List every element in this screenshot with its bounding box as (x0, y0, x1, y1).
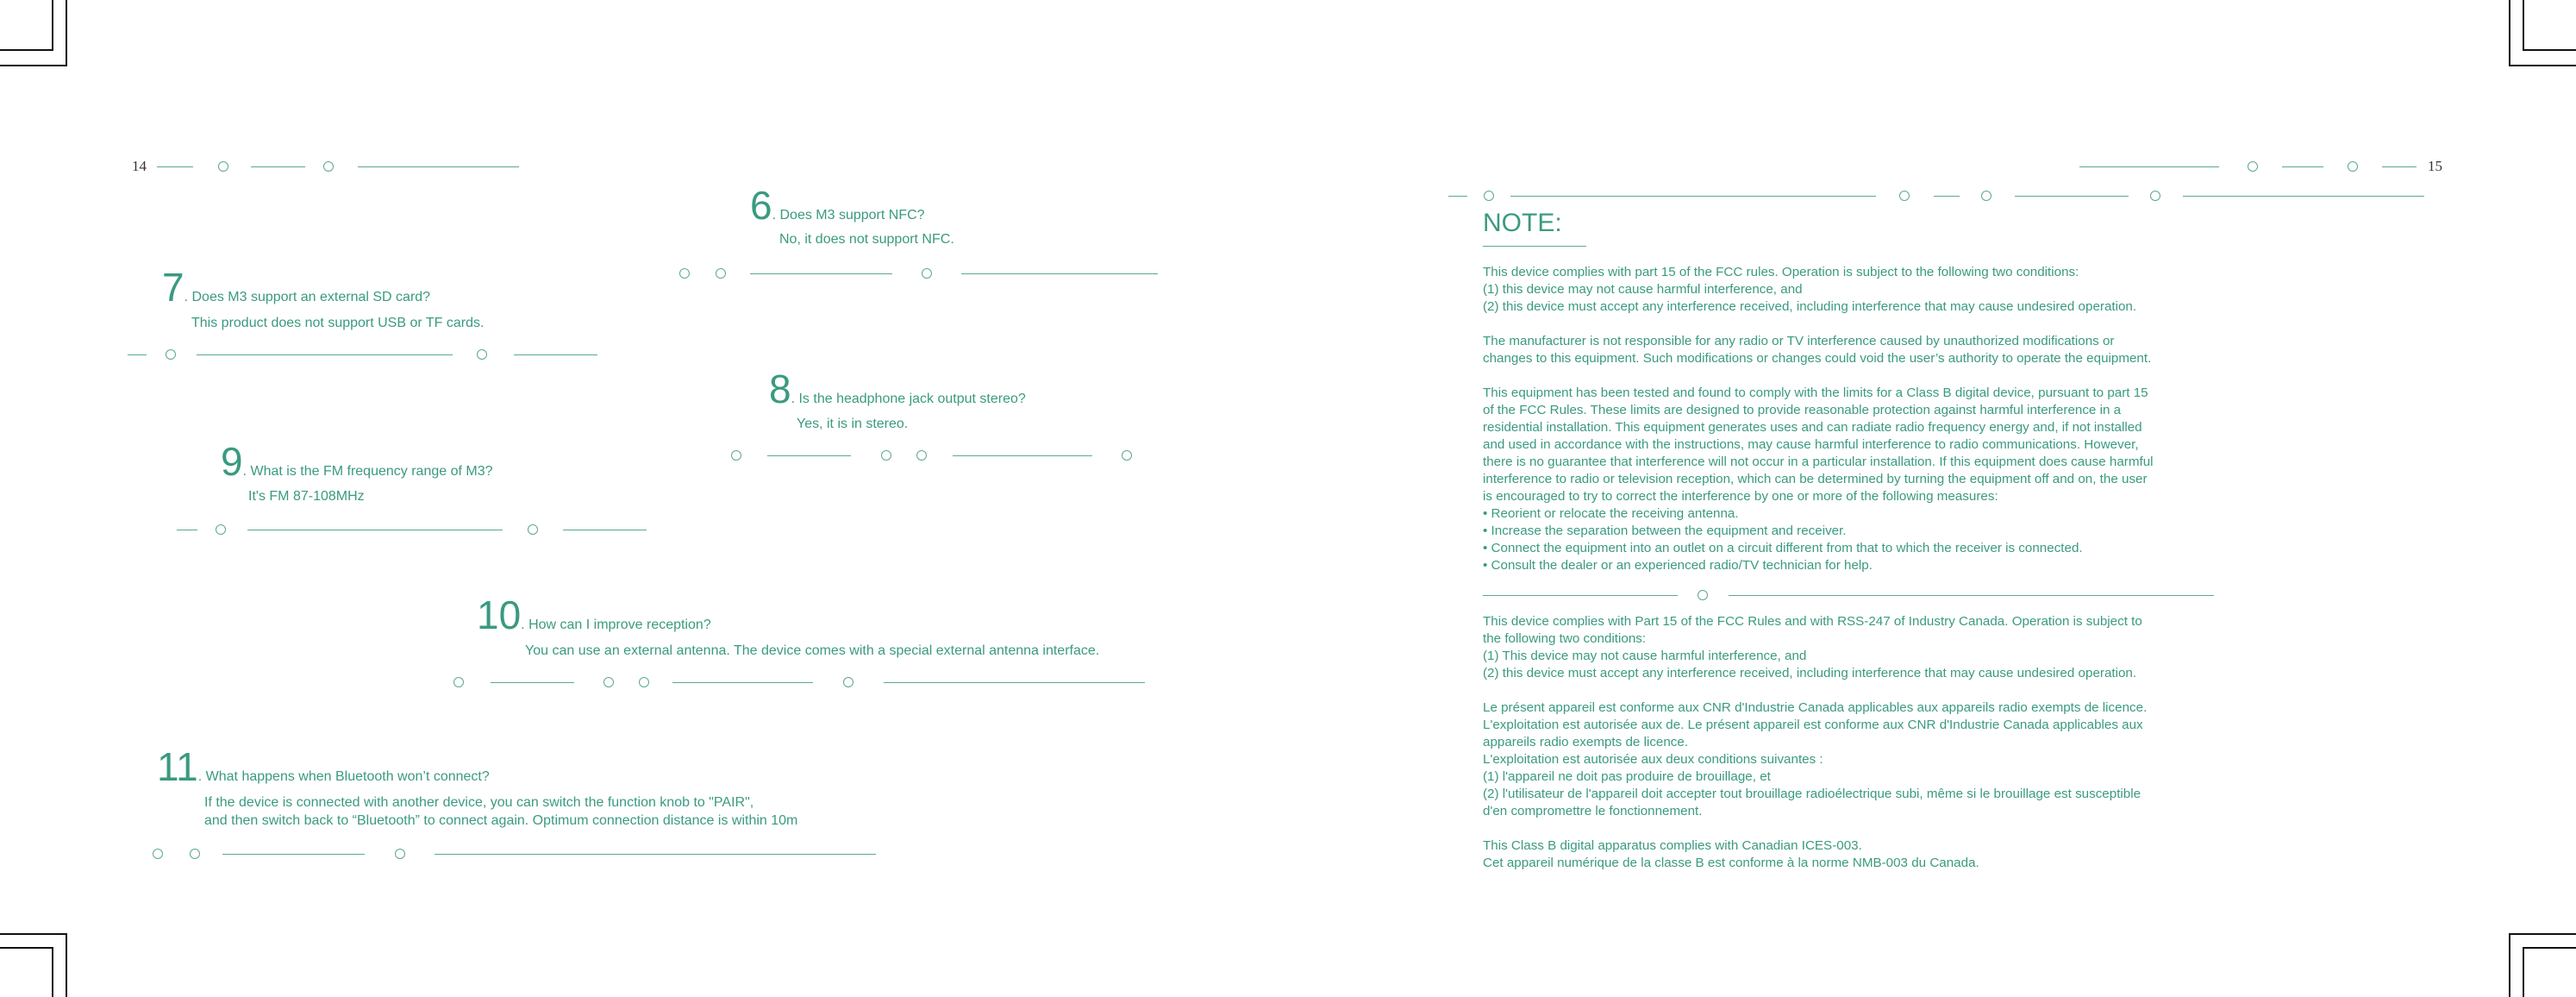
question-number: 10 (477, 593, 522, 637)
faq-item-7 (162, 265, 431, 310)
answer-text: No, it does not support NFC. (779, 232, 954, 247)
modification-paragraph: The manufacturer is not responsible for any radio or TV interference caused by unauthorized modifications or changes to this equipment. Such modifications or changes could void the user’s authority to operate the equipment. (1483, 334, 2152, 366)
french-paragraph: Le présent appareil est conforme aux CNR d'Industrie Canada applicables aux appareils radio exempts de licence. L'exploitation est autorisée aux de. Le présent appareil est conforme aux CNR d'Industrie Canada applicables aux appareils radio exempts de licence. L'exploitation est autorisée aux deux conditions suivantes : (1) l'appareil ne doit pas produire de brouillage, et (2) l'utilisateur de l'appareil doit accepter tout brouillage radioélectrique subi, même si le brouillage est susceptible d'en compromettre le fonctionnement. (1483, 700, 2148, 818)
answer-text: Yes, it is in stereo. (797, 417, 909, 431)
fcc-paragraph: This device complies with part 15 of the FCC rules. Operation is subject to the following two conditions: (1) this device may not cause harmful interference, and (2) this device must accept any interference received, including interference that may cause undesired operation. (1483, 265, 2137, 314)
class-b-paragraph: This equipment has been tested and found to comply with the limits for a Class B digital device, pursuant to part 15 of the FCC Rules. These limits are designed to provide reasonable protection against harmful interference in a residential installation. This equipment generates uses and can radiate radio frequency energy and, if not installed and used in accordance with the instructions, may cause harmful interference to radio communications. However, there is no guarantee that interference will not occur in a particular installation. If this equipment does cause harmful interference to radio or television reception, which can be determined by turning the equipment off and on, the user is encouraged to try to correct the interference by one or more of the following measures: • Reorient or relocate the receiving antenna. • Increase the separation between the equipment and receiver. • Connect the equipment into an outlet on a circuit different from that to which the receiver is connected. • Consult the dealer or an experienced radio/TV technician for help. (1483, 386, 2154, 573)
question-number: 11 (157, 744, 198, 789)
faq-item-6 (750, 183, 925, 228)
faq-item-9 (221, 439, 493, 484)
note-underline (1483, 246, 1586, 247)
answer-text: It's FM 87-108MHz (248, 489, 365, 504)
question-text: . What is the FM frequency range of M3? (242, 464, 493, 479)
answer-text: If the device is connected with another device, you can switch the function knob to "PAIR", (204, 795, 754, 810)
question-text: . How can I improve reception? (521, 618, 711, 632)
industry-canada-paragraph: This device complies with Part 15 of the FCC Rules and with RSS-247 of Industry Canada. Operation is subject to the following two conditions: (1) This device may not cause harmful interference, and (2) this device must accept any interference received, including interference that may cause undesired operation. (1483, 614, 2142, 680)
question-number: 8 (769, 367, 791, 411)
question-number: 9 (221, 439, 243, 484)
answer-text: This product does not support USB or TF cards. (191, 316, 485, 330)
note-title: NOTE: (1483, 209, 1562, 237)
question-number: 6 (750, 183, 772, 228)
question-number: 7 (162, 265, 184, 310)
page-number: 14 (132, 158, 147, 174)
question-text: . Is the headphone jack output stereo? (791, 392, 1026, 406)
page-number: 15 (2428, 158, 2442, 174)
answer-text: You can use an external antenna. The device comes with a special external antenna interface. (525, 643, 1100, 658)
faq-item-8 (769, 369, 1026, 409)
ices-paragraph: This Class B digital apparatus complies with Canadian ICES-003. Cet appareil numérique de la classe B est conforme à la norme NMB-003 du Canada. (1483, 838, 1979, 870)
question-text: . What happens when Bluetooth won’t connect? (197, 769, 490, 784)
faq-item-11 (157, 744, 490, 789)
question-text: . Does M3 support NFC? (772, 208, 925, 223)
answer-text: and then switch back to “Bluetooth” to connect again. Optimum connection distance is within 10m (204, 813, 798, 828)
question-text: . Does M3 support an external SD card? (184, 290, 431, 304)
faq-item-10 (477, 595, 711, 635)
